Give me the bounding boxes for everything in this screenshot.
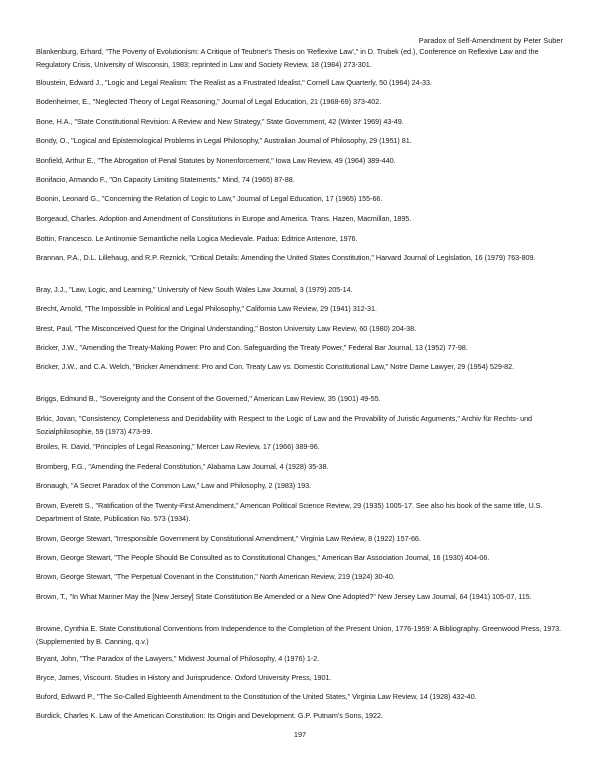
bibliography-entry: Bondy, O., "Logical and Epistemological Problems in Legal Philosophy," Australian Journal of Philosophy, 29 (1951) 81. bbox=[36, 136, 412, 145]
bibliography-entry: Bone, H.A., "State Constitutional Revision: A Review and New Strategy," State Government, 42 (Winter 1969) 43-49. bbox=[36, 117, 404, 126]
bibliography-entry: Bloustein, Edward J., "Logic and Legal Realism: The Realist as a Frustrated Idealist," Cornell Law Quarterly, 50 (1964) 24-33. bbox=[36, 78, 432, 87]
bibliography-entry: Brown, George Stewart, "Irresponsible Government by Constitutional Amendment," Virginia Law Review, 8 (1922) 157-66. bbox=[36, 534, 421, 543]
bibliography-entry: Brown, T., "In What Manner May the [New Jersey] State Constitution Be Amended or a New One Adopted?" New Jersey Law Journal, 64 (1941) 105-07, 115. bbox=[36, 592, 532, 601]
bibliography-entry: Brecht, Arnold, "The Impossible in Political and Legal Philosophy," California Law Review, 29 (1941) 312-31. bbox=[36, 304, 377, 313]
bibliography-entry: Bray, J.J., "Law, Logic, and Learning," University of New South Wales Law Journal, 3 (1979) 205-14. bbox=[36, 285, 353, 294]
bibliography-entry: Blankenburg, Erhard, "The Poverty of Evolutionism: A Critique of Teubner's Thesis on 'Reflexive Law'," in D. Trubek (ed.), Conference on Reflexive Law and the Regulatory Crisis, University of Wisconsin, 1983; reprinted in Law and Society Review, 18 (1984) 273-301. bbox=[36, 47, 539, 69]
bibliography-entry: Burdick, Charles K. Law of the American Constitution: Its Origin and Development. G.P. Putnam's Sons, 1922. bbox=[36, 711, 383, 720]
bibliography-entry: Brest, Paul, "The Misconceived Quest for the Original Understanding," Boston University Law Review, 60 (1980) 204-38. bbox=[36, 324, 417, 333]
bibliography-entry: Borgeaud, Charles. Adoption and Amendment of Constitutions in Europe and America. Trans. Hazen, Macmillan, 1895. bbox=[36, 214, 412, 223]
bibliography-entry: Broiles, R. David, "Principles of Legal Reasoning," Mercer Law Review, 17 (1966) 389-96. bbox=[36, 442, 320, 451]
bibliography-entry: Bonfield, Arthur E., "The Abrogation of Penal Statutes by Nonenforcement," Iowa Law Review, 49 (1964) 389-440. bbox=[36, 156, 396, 165]
running-header: Paradox of Self-Amendment by Peter Suber bbox=[418, 36, 563, 45]
bibliography-entry: Briggs, Edmund B., "Sovereignty and the Consent of the Governed," American Law Review, 35 (1901) 49-55. bbox=[36, 394, 381, 403]
bibliography-entry: Bodenheimer, E., "Neglected Theory of Legal Reasoning," Journal of Legal Education, 21 (1968-69) 373-402. bbox=[36, 97, 382, 106]
bibliography-entry: Brannan, P.A., D.L. Lillehaug, and R.P. Reznick, "Critical Details: Amending the United States Constitution," Harvard Journal of Legislation, 16 (1979) 763-809. bbox=[36, 253, 536, 262]
bibliography-entry: Browne, Cynthia E. State Constitutional Conventions from Independence to the Completion of the Present Union, 1776-1959: A Bibliography. Greenwood Press, 1973. (Supplemented by B. Canning, q.v.) bbox=[36, 624, 562, 646]
bibliography-entry: Bryce, James, Viscount. Studies in History and Jurisprudence. Oxford University Press, 1901. bbox=[36, 673, 332, 682]
bibliography-entry: Bricker, J.W., and C.A. Welch, "Bricker Amendment: Pro and Con. Treaty Law vs. Domestic Constitutional Law," Notre Dame Lawyer, 29 (1954) 529-82. bbox=[36, 362, 515, 371]
bibliography-entry: Bricker, J.W., "Amending the Treaty-Making Power: Pro and Con. Safeguarding the Treaty Power," Federal Bar Journal, 13 (1952) 77-98. bbox=[36, 343, 468, 352]
bibliography-entry: Buford, Edward P., "The So-Called Eighteenth Amendment to the Constitution of the United States," Virginia Law Review, 14 (1928) 432-40. bbox=[36, 692, 477, 701]
page-number: 197 bbox=[293, 730, 307, 739]
bibliography-entry: Bryant, John, "The Paradox of the Lawyers," Midwest Journal of Philosophy, 4 (1976) 1-2. bbox=[36, 654, 320, 663]
bibliography-entry: Brkic, Jovan, "Consistency, Completeness and Decidability with Respect to the Logic of Law and the Provability of Juristic Arguments," Archiv für Rechts- und Sozialphilosophie, 59 (1973) 473-99. bbox=[36, 414, 533, 436]
bibliography-entry: Bronaugh, "A Secret Paradox of the Common Law," Law and Philosophy, 2 (1983) 193. bbox=[36, 481, 312, 490]
bibliography-entry: Boonin, Leonard G., "Concerning the Relation of Logic to Law," Journal of Legal Education, 17 (1965) 155-66. bbox=[36, 194, 383, 203]
bibliography-entry: Bottin, Francesco. Le Antinomie Semantliche nella Logica Medievale. Padua: Editrice Antenore, 1976. bbox=[36, 234, 358, 243]
bibliography-entry: Brown, George Stewart, "The Perpetual Covenant in the Constitution," North American Review, 219 (1924) 30-40. bbox=[36, 572, 395, 581]
bibliography-entry: Brown, Everett S., "Ratification of the Twenty-First Amendment," American Political Science Review, 29 (1935) 1005-17. See also his book of the same title, U.S. Department of State, Publication No. 573 (1934). bbox=[36, 501, 543, 523]
bibliography-entry: Brown, George Stewart, "The People Should Be Consulted as to Constitutional Changes," American Bar Association Journal, 16 (1930) 404-06. bbox=[36, 553, 490, 562]
bibliography-entry: Bonifacio, Armando F., "On Capacity Limiting Statements," Mind, 74 (1965) 87-88. bbox=[36, 175, 295, 184]
bibliography-entry: Bromberg, F.G., "Amending the Federal Constitution," Alabama Law Journal, 4 (1928) 35-38. bbox=[36, 462, 329, 471]
